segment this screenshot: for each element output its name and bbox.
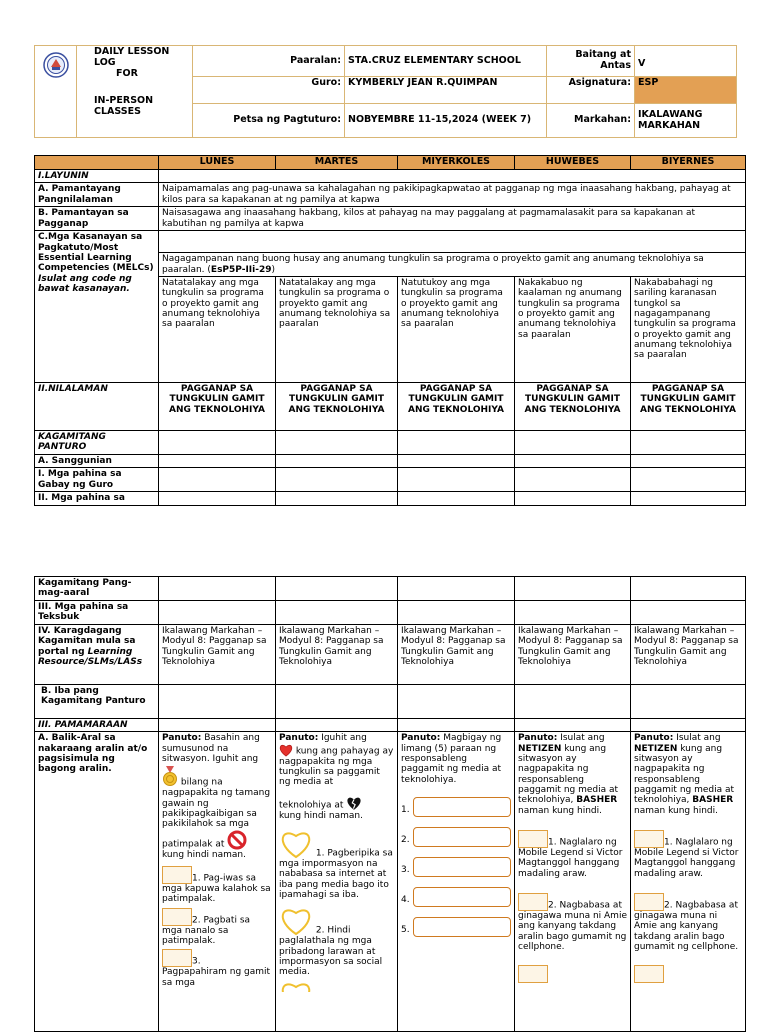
lunes-intro-a: Basahin ang sumusunod na sitwasyon. Iguhit ang bbox=[162, 733, 260, 765]
empty-cell bbox=[276, 719, 398, 732]
panuto-label: Panuto: bbox=[162, 733, 202, 744]
lunes-item3a: 3. bbox=[192, 957, 201, 968]
balik-aral-huwebes bbox=[515, 732, 631, 1032]
answer-box[interactable] bbox=[518, 965, 548, 983]
guro-value: KYMBERLY JEAN R.QUIMPAN bbox=[345, 77, 547, 104]
lunes-item2: 2. Pagbati sa mga nanalo sa patimpalak. bbox=[162, 915, 251, 947]
lunes-item1: 1. Pag-iwas sa mga kapuwa kalahok sa patimpalak. bbox=[162, 873, 271, 905]
empty-cell bbox=[398, 492, 515, 505]
empty-cell bbox=[159, 601, 276, 625]
day-biyernes: BIYERNES bbox=[631, 156, 746, 170]
pamamaraan-label: III. PAMAMARAAN bbox=[35, 719, 159, 732]
empty-cell bbox=[398, 577, 515, 601]
petsa-value: NOBYEMBRE 11-15,2024 (WEEK 7) bbox=[345, 104, 547, 138]
pang-mag-aaral-label: Kagamitang Pang-mag-aaral bbox=[35, 577, 159, 601]
guro-label: Guro: bbox=[193, 77, 345, 104]
netizen-word: NETIZEN bbox=[634, 743, 678, 754]
panuto-label: Panuto: bbox=[401, 733, 441, 744]
header-table bbox=[34, 45, 737, 138]
empty-cell bbox=[276, 454, 398, 467]
answer-box[interactable] bbox=[162, 908, 192, 926]
huwebes-intro-b: kung ang sitwasyon ay nagpapakita ng responsableng paggamit ng media at teknolohiya, bbox=[518, 743, 619, 806]
melc-text-cell bbox=[159, 253, 746, 277]
answer-row bbox=[401, 795, 511, 825]
answer-field[interactable] bbox=[413, 827, 511, 847]
lunes-intro-c: kung hindi naman. bbox=[162, 849, 246, 860]
empty-cell bbox=[515, 601, 631, 625]
objective-lunes: Natatalakay ang mga tungkulin sa programa o proyekto gamit ang anumang teknolohiya sa paaralan bbox=[159, 276, 276, 382]
netizen-word: NETIZEN bbox=[518, 743, 562, 754]
karagdagang-miyerkoles: Ikalawang Markahan – Modyul 8: Pagganap sa Tungkulin Gamit ang Teknolohiya bbox=[398, 625, 515, 685]
biyernes-item2: 2. Nagbabasa at ginagawa muna ni Amie ang kanyang takdang aralin bago gumamit ng cellphone. bbox=[634, 900, 739, 953]
huwebes-item1: 1. Naglalaro ng Mobile Legend si Victor Magtanggol hanggang madaling araw. bbox=[518, 837, 623, 879]
answer-number: 1. bbox=[401, 804, 410, 815]
pagganap-label: B. Pamantayan sa Pagganap bbox=[35, 207, 159, 231]
red-heart-icon bbox=[279, 744, 293, 757]
empty-cell bbox=[631, 601, 746, 625]
answer-box[interactable] bbox=[634, 893, 664, 911]
sanggunian-label: A. Sanggunian bbox=[35, 454, 159, 467]
answer-box[interactable] bbox=[634, 965, 664, 983]
empty-cell bbox=[631, 492, 746, 505]
empty-cell bbox=[159, 492, 276, 505]
empty-cell bbox=[159, 430, 276, 454]
karagdagang-biyernes: Ikalawang Markahan – Modyul 8: Pagganap sa Tungkulin Gamit ang Teknolohiya bbox=[631, 625, 746, 685]
heart-outline-icon bbox=[279, 904, 313, 936]
deped-seal-icon bbox=[43, 52, 69, 78]
answer-row bbox=[401, 915, 511, 945]
balik-aral-martes bbox=[276, 732, 398, 1032]
pahina-label: II. Mga pahina sa bbox=[35, 492, 159, 505]
asignatura-value: ESP bbox=[635, 77, 737, 104]
objective-miyerkoles: Natutukoy ang mga tungkulin sa programa o proyekto gamit ang anumang teknolohiya sa paaralan bbox=[398, 276, 515, 382]
day-huwebes: HUWEBES bbox=[515, 156, 631, 170]
nilalaman-lunes: PAGGANAP SA TUNGKULIN GAMIT ANG TEKNOLOHIYA bbox=[159, 382, 276, 430]
lunes-intro-b: bilang na nagpapakita ng tamang gawain ng pakikipagkaibigan sa pakikilahok sa mga patimpalak at bbox=[162, 778, 271, 850]
melc-code: EsP5P-IIi-29 bbox=[210, 264, 272, 275]
baitang-label: Baitang at Antas bbox=[547, 46, 635, 77]
empty-cell bbox=[276, 430, 398, 454]
answer-row bbox=[401, 825, 511, 855]
empty-cell bbox=[515, 685, 631, 719]
markahan-value: IKALAWANG MARKAHAN bbox=[635, 104, 737, 138]
paaralan-label: Paaralan: bbox=[193, 46, 345, 77]
answer-box[interactable] bbox=[634, 830, 664, 848]
empty-cell bbox=[515, 492, 631, 505]
biyernes-intro-b: kung ang sitwasyon ay nagpapakita ng responsableng paggamit ng media at teknolohiya, bbox=[634, 743, 735, 806]
martes-intro-b: kung ang pahayag ay nagpapakita ng mga tungkulin sa paggamit ng media at bbox=[279, 746, 394, 788]
balik-aral-miyerkoles bbox=[398, 732, 515, 1032]
balik-aral-biyernes bbox=[631, 732, 746, 1032]
nilalaman-miyerkoles: PAGGANAP SA TUNGKULIN GAMIT ANG TEKNOLOHIYA bbox=[398, 382, 515, 430]
kagamitan-label: KAGAMITANG PANTURO bbox=[35, 430, 159, 454]
layunin-label: I.LAYUNIN bbox=[35, 169, 159, 182]
objective-huwebes: Nakakabuo ng kaalaman ng anumang tungkulin sa programa o proyekto gamit ang anumang teknolohiya sa paaralan bbox=[515, 276, 631, 382]
empty-cell bbox=[631, 454, 746, 467]
huwebes-intro-a: Isulat ang bbox=[557, 733, 605, 744]
day-lunes: LUNES bbox=[159, 156, 276, 170]
nilalaman-huwebes: PAGGANAP SA TUNGKULIN GAMIT ANG TEKNOLOHIYA bbox=[515, 382, 631, 430]
deped-seal bbox=[35, 46, 77, 138]
melc-label: C.Mga Kasanayan sa Pagkatuto/Most Essential Learning Competencies (MELCs) bbox=[38, 232, 154, 274]
melc-empty bbox=[159, 231, 746, 253]
empty-cell bbox=[631, 430, 746, 454]
empty-cell bbox=[159, 454, 276, 467]
basher-word: BASHER bbox=[576, 795, 618, 806]
biyernes-intro-c: naman kung hindi. bbox=[634, 805, 718, 816]
objective-biyernes: Nakababahagi ng sariling karanasan tungkol sa nagagampanang tungkulin sa programa o proyekto gamit ang anumang teknolohiya sa paaralan bbox=[631, 276, 746, 382]
empty-cell bbox=[515, 719, 631, 732]
panuto-label: Panuto: bbox=[634, 733, 674, 744]
asignatura-label: Asignatura: bbox=[547, 77, 635, 104]
empty-cell bbox=[398, 601, 515, 625]
layunin-empty bbox=[159, 169, 746, 182]
biyernes-intro-a: Isulat ang bbox=[673, 733, 721, 744]
empty-cell bbox=[631, 685, 746, 719]
answer-field[interactable] bbox=[413, 887, 511, 907]
medal-icon bbox=[162, 766, 178, 788]
answer-box[interactable] bbox=[518, 893, 548, 911]
empty-cell bbox=[159, 719, 276, 732]
answer-box[interactable] bbox=[162, 949, 192, 967]
empty-cell bbox=[515, 430, 631, 454]
answer-box[interactable] bbox=[162, 866, 192, 884]
martes-intro-a: Iguhit ang bbox=[318, 733, 367, 744]
empty-cell bbox=[398, 430, 515, 454]
panuto-label: Panuto: bbox=[279, 733, 319, 744]
martes-item1: 1. Pagberipika sa mga impormasyon na nababasa sa internet at iba pang media bago ito ipamahagi sa iba. bbox=[279, 848, 393, 901]
answer-number: 3. bbox=[401, 864, 410, 875]
empty-cell bbox=[276, 492, 398, 505]
day-martes: MARTES bbox=[276, 156, 398, 170]
martes-item2: 2. Hindi paglalathala ng mga pribadong larawan at impormasyon sa social media. bbox=[279, 926, 383, 978]
answer-number: 2. bbox=[401, 834, 410, 845]
petsa-label: Petsa ng Pagtuturo: bbox=[193, 104, 345, 138]
karagdagang-label-b: Learning Resource/SLMs/LASs bbox=[38, 646, 143, 668]
martes-intro-c: teknolohiya at bbox=[279, 800, 344, 811]
empty-cell bbox=[631, 719, 746, 732]
empty-cell bbox=[515, 468, 631, 492]
karagdagang-label-cell bbox=[35, 625, 159, 685]
empty-cell bbox=[398, 454, 515, 467]
empty-cell bbox=[398, 719, 515, 732]
corner-cell bbox=[35, 156, 159, 170]
teksbuk-label: III. Mga pahina sa Teksbuk bbox=[35, 601, 159, 625]
answer-row bbox=[401, 885, 511, 915]
pamantayang-text: Naipamamalas ang pag-unawa sa kahalagahan ng pakikipagkapwatao at pagganap ng mga inaasahang hakbang, pahayag at kilos para sa kapakanan at ng pamilya at kapwa bbox=[159, 183, 746, 207]
empty-cell bbox=[398, 685, 515, 719]
paaralan-value: STA.CRUZ ELEMENTARY SCHOOL bbox=[345, 46, 547, 77]
title-line2: FOR bbox=[116, 67, 138, 79]
answer-number: 4. bbox=[401, 894, 410, 905]
title-line1: DAILY LESSON LOG bbox=[94, 46, 170, 68]
answer-number: 5. bbox=[401, 924, 410, 935]
title-line3: IN-PERSON CLASSES bbox=[94, 94, 154, 117]
empty-cell bbox=[631, 577, 746, 601]
empty-cell bbox=[276, 577, 398, 601]
martes-intro-d: kung hindi naman. bbox=[279, 810, 363, 821]
panuto-label: Panuto: bbox=[518, 733, 558, 744]
lesson-table-1 bbox=[34, 155, 746, 506]
nilalaman-biyernes: PAGGANAP SA TUNGKULIN GAMIT ANG TEKNOLOHIYA bbox=[631, 382, 746, 430]
objective-martes: Natatalakay ang mga tungkulin sa programa o proyekto gamit ang anumang teknolohiya sa paaralan bbox=[276, 276, 398, 382]
empty-cell bbox=[515, 454, 631, 467]
empty-cell bbox=[159, 577, 276, 601]
broken-heart-icon bbox=[346, 796, 362, 811]
empty-cell bbox=[159, 685, 276, 719]
heart-outline-icon bbox=[279, 978, 313, 992]
karagdagang-huwebes: Ikalawang Markahan – Modyul 8: Pagganap sa Tungkulin Gamit ang Teknolohiya bbox=[515, 625, 631, 685]
markahan-label: Markahan: bbox=[547, 104, 635, 138]
answer-field[interactable] bbox=[413, 917, 511, 937]
answer-field[interactable] bbox=[413, 857, 511, 877]
huwebes-intro-c: naman kung hindi. bbox=[518, 805, 602, 816]
day-miyerkoles: MIYERKOLES bbox=[398, 156, 515, 170]
empty-cell bbox=[276, 601, 398, 625]
log-title bbox=[77, 46, 193, 138]
balik-aral-lunes bbox=[159, 732, 276, 1032]
answer-box[interactable] bbox=[518, 830, 548, 848]
iba-pang-label: B. Iba pang Kagamitang Panturo bbox=[35, 685, 159, 719]
empty-cell bbox=[276, 468, 398, 492]
melc-note: Isulat ang code ng bawat kasanayan. bbox=[38, 273, 132, 294]
empty-cell bbox=[159, 468, 276, 492]
nilalaman-martes: PAGGANAP SA TUNGKULIN GAMIT ANG TEKNOLOHIYA bbox=[276, 382, 398, 430]
biyernes-item1: 1. Naglalaro ng Mobile Legend si Victor Magtanggol hanggang madaling araw. bbox=[634, 837, 739, 879]
empty-cell bbox=[276, 685, 398, 719]
karagdagang-martes: Ikalawang Markahan – Modyul 8: Pagganap sa Tungkulin Gamit ang Teknolohiya bbox=[276, 625, 398, 685]
empty-cell bbox=[398, 468, 515, 492]
nilalaman-label: II.NILALAMAN bbox=[35, 382, 159, 430]
basher-word: BASHER bbox=[692, 795, 734, 806]
lesson-table-2 bbox=[34, 576, 746, 1032]
melc-close: ) bbox=[271, 264, 276, 275]
baitang-value: V bbox=[635, 46, 737, 77]
huwebes-item2: 2. Nagbabasa at ginagawa muna ni Amie ang kanyang takdang aralin bago gumamit ng cellphone. bbox=[518, 900, 627, 953]
answer-row bbox=[401, 855, 511, 885]
answer-field[interactable] bbox=[413, 797, 511, 817]
empty-cell bbox=[631, 468, 746, 492]
pagganap-text: Naisasagawa ang inaasahang hakbang, kilos at pahayag na may paggalang at pagmamalasakit para sa kapakanan at kabutihan ng pamilya at kapwa bbox=[159, 207, 746, 231]
karagdagang-label-a: IV. Karagdagang Kagamitan mula sa portal ng bbox=[38, 626, 136, 657]
heart-outline-icon bbox=[279, 827, 313, 859]
gabay-label: I. Mga pahina sa Gabay ng Guro bbox=[35, 468, 159, 492]
miyerkoles-intro: Magbigay ng limang (5) paraan ng responsableng paggamit ng media at teknolohiya. bbox=[401, 733, 502, 785]
karagdagang-lunes: Ikalawang Markahan – Modyul 8: Pagganap sa Tungkulin Gamit ang Teknolohiya bbox=[159, 625, 276, 685]
balik-aral-label: A. Balik-Aral sa nakaraang aralin at/o pagsisimula ng bagong aralin. bbox=[35, 732, 159, 1032]
melc-text: Nagagampanan nang buong husay ang anumang tungkulin sa programa o proyekto gamit ang anumang teknolohiya sa paaralan. ( bbox=[162, 254, 704, 275]
pamantayang-label: A. Pamantayang Pangnilalaman bbox=[35, 183, 159, 207]
lunes-item3b: Pagpapahiram ng gamit sa mga bbox=[162, 967, 271, 988]
melc-label-cell bbox=[35, 231, 159, 383]
prohibited-icon bbox=[227, 830, 247, 850]
empty-cell bbox=[515, 577, 631, 601]
